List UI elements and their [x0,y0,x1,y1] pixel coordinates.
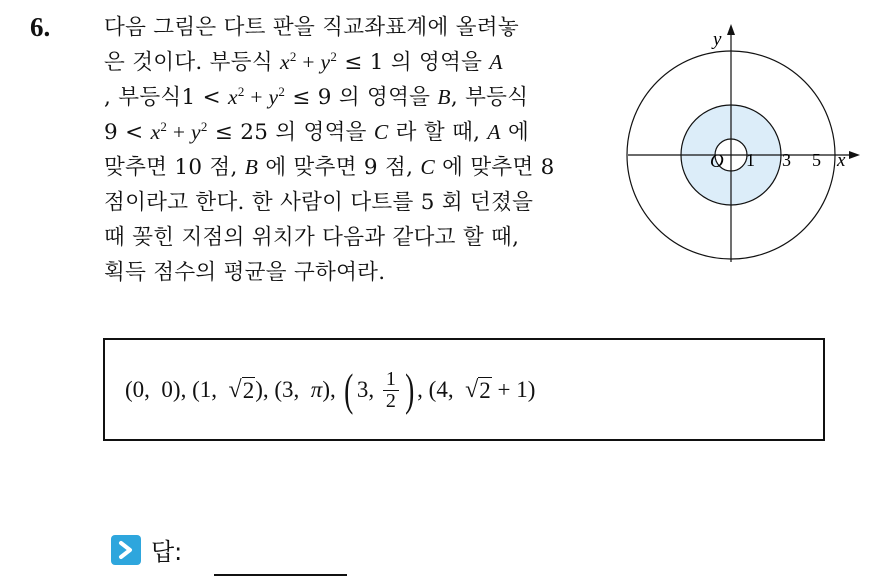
problem-line-7: 때 꽂힌 지점의 위치가 다음과 같다고 할 때, [104,225,520,250]
origin-label: O [710,151,724,172]
problem-line-5: 맞추면 10 점, B 에 맞추면 9 점, C 에 맞추면 8 [104,155,555,180]
y-axis-arrow [727,24,735,35]
point-5: (4, √ 2 + 1) [428,376,536,403]
tick-label-1: 1 [746,150,755,170]
answer-row [111,532,182,567]
point-4: ( 3 , $\frac{1}{2}$ ) , [344,364,429,415]
problem-line-1: 다음 그림은 다트 판을 직교좌표계에 올려놓 [104,15,519,40]
question-number: 6. [30,12,51,42]
fraction-half: $\frac{1}{2}$ [383,369,399,412]
point-3: (3, π), [274,377,342,402]
problem-line-6: 점이라고 한다. 한 사람이 다트를 5 회 던졌을 [104,190,534,215]
points-list [125,364,535,416]
dartboard-svg [622,22,862,267]
point-2: (1, √ 2 ), [192,376,275,403]
chevron-right-icon [111,535,141,565]
answer-label: 답: [151,538,183,566]
problem-line-3: , 부등식$1 < x^2 + y^2 \le 9$ 의 영역을 B, 부등식 [104,83,529,110]
problem-line-4: $9 < x^2 + y^2 \le 25$ 의 영역을 C 라 할 때, A 에 [104,118,530,145]
sqrt-2: √ 2 [228,376,255,403]
dartboard-diagram [622,22,862,267]
y-axis-label: y [713,29,722,50]
problem-line-2: 은 것이다. 부등식 $x^2 + y^2 \le 1$ 의 영역을 A [104,48,503,75]
tick-label-5: 5 [812,150,821,170]
sqrt-2-plus-1: √ 2 [465,376,491,403]
point-1: (0, 0), [125,377,193,402]
points-box [103,338,825,441]
x-axis-label: x [837,150,846,171]
answer-blank[interactable] [214,574,347,576]
problem-text [104,10,614,290]
x-axis-arrow [849,151,860,159]
tick-label-3: 3 [782,150,791,170]
problem-line-8: 획득 점수의 평균을 구하여라. [104,260,386,285]
